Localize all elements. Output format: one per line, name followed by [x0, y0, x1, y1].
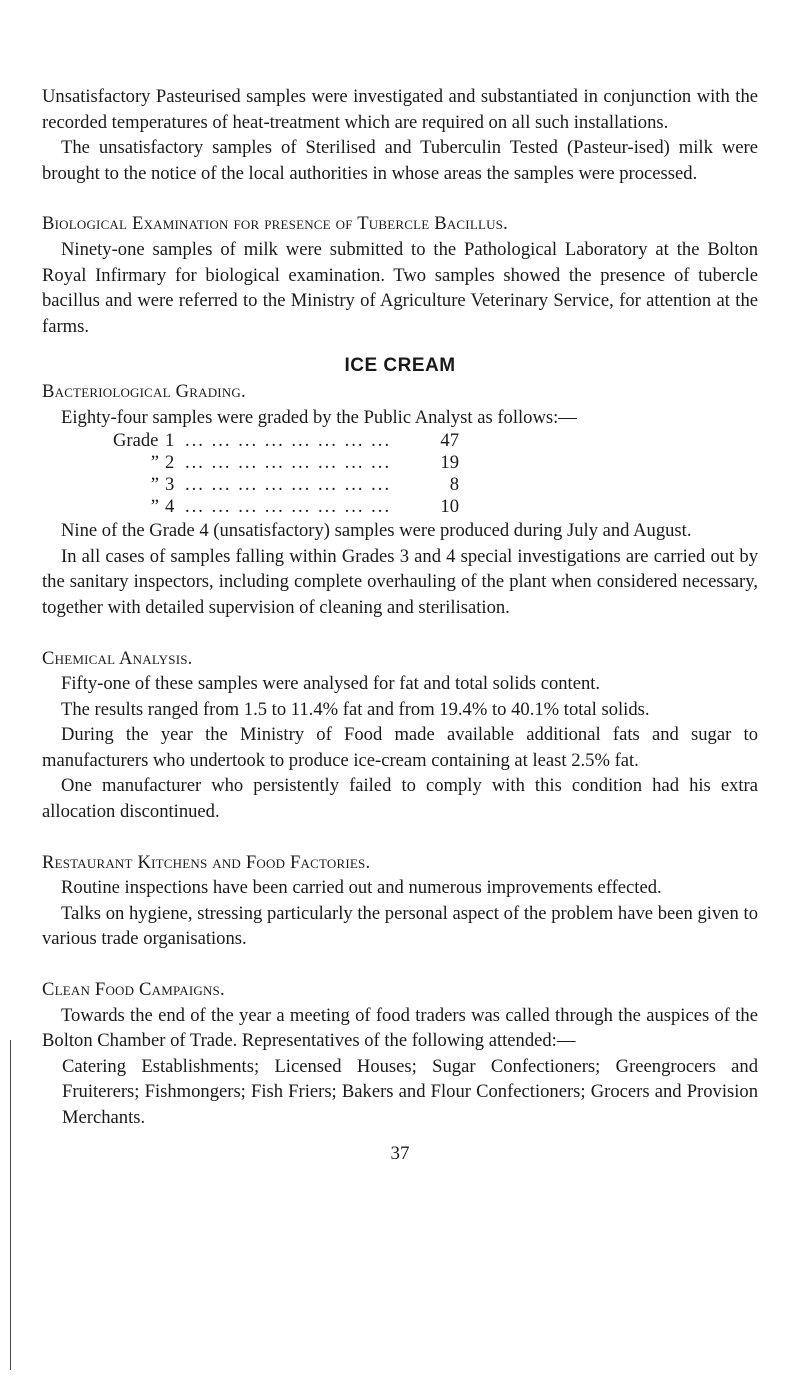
chemical-paragraph: The results ranged from 1.5 to 11.4% fat and from 19.4% to 40.1% total solids. [61, 698, 650, 720]
restaurant-paragraph: Routine inspections have been carried out and numerous improvements effected. [61, 877, 662, 899]
intro-paragraph-1: Unsatisfactory Pasteurised samples were investigated and substantiated in conjunction with the recorded temperatures of heat-treatment which are required on all such installations. [42, 86, 758, 133]
trade-representatives-list: Catering Establishments; Licensed Houses; Sugar Confectioners; Greengrocers and Fruiterers; Fishmongers; Fish Friers; Bakers and Flour Confectioners; Grocers and Provision Merchants. [62, 1055, 758, 1128]
grade-count: 47 [440, 430, 459, 452]
clean-food-paragraph: Towards the end of the year a meeting of food traders was called through the auspices of the Bolton Chamber of Trade. Representatives of the following attended:— [42, 1004, 758, 1052]
restaurant-heading: Restaurant Kitchens and Food Factories. [42, 851, 371, 873]
chemical-paragraph: Fifty-one of these samples were analysed for fat and total solids content. [61, 673, 601, 695]
grade-row [113, 430, 459, 452]
grade-leader-dots: ... ... ... ... ... ... ... ... [185, 496, 392, 518]
grade-label: ” [150, 452, 159, 474]
grade-row [113, 474, 459, 496]
grade-label: Grade [113, 430, 159, 452]
document-page [42, 84, 758, 1166]
grade-leader-dots: ... ... ... ... ... ... ... ... [185, 452, 392, 474]
grade-row [113, 496, 459, 518]
chemical-heading: Chemical Analysis. [42, 647, 193, 669]
grade-number: 2 [165, 452, 175, 474]
grade-investigation-text: In all cases of samples falling within Grades 3 and 4 special investigations are carried out by the sanitary inspectors, including complete overhauling of the plant when considered necessary, together with detailed supervision of cleaning and sterilisation. [42, 545, 758, 618]
grade-count: 19 [440, 452, 459, 474]
chemical-paragraph: One manufacturer who persistently failed to comply with this condition had his extra allocation discontinued. [42, 775, 758, 823]
grade-label: ” [150, 496, 159, 518]
grade-count: 10 [440, 496, 459, 518]
page-number: 37 [390, 1142, 410, 1164]
grade-list [113, 430, 758, 518]
grade-number: 3 [165, 474, 175, 496]
grade-number: 4 [165, 496, 175, 518]
grade-row [113, 452, 459, 474]
restaurant-paragraph: Talks on hygiene, stressing particularly the personal aspect of the problem have been given to various trade organisations. [42, 902, 758, 950]
grade-4-note: Nine of the Grade 4 (unsatisfactory) samples were produced during July and August. [61, 520, 692, 542]
grade-leader-dots: ... ... ... ... ... ... ... ... [185, 430, 392, 452]
bacteriological-heading: Bacteriological Grading. [42, 380, 246, 402]
grade-number: 1 [165, 430, 175, 452]
biological-text: Ninety-one samples of milk were submitted to the Pathological Laboratory at the Bolton Royal Infirmary for biological examination. Two samples showed the presence of tubercle bacillus and were referred to the Ministry of Agriculture Veterinary Service, for attention at the farms. [42, 238, 758, 337]
clean-food-heading: Clean Food Campaigns. [42, 979, 225, 1001]
grade-leader-dots: ... ... ... ... ... ... ... ... [185, 474, 392, 496]
intro-paragraph-2: The unsatisfactory samples of Sterilised and Tuberculin Tested (Pasteur-ised) milk were brought to the notice of the local authorities in whose areas the samples were processed. [42, 137, 758, 184]
page-edge-shadow [10, 1040, 11, 1370]
grading-intro: Eighty-four samples were graded by the Public Analyst as follows:— [61, 406, 577, 428]
chemical-paragraph: During the year the Ministry of Food made available additional fats and sugar to manufacturers who undertook to produce ice-cream containing at least 2.5% fat. [42, 724, 758, 771]
grade-count: 8 [449, 474, 459, 496]
ice-cream-title: ICE CREAM [344, 355, 456, 377]
grade-label: ” [150, 474, 159, 496]
biological-heading: Biological Examination for presence of Tubercle Bacillus. [42, 213, 508, 235]
